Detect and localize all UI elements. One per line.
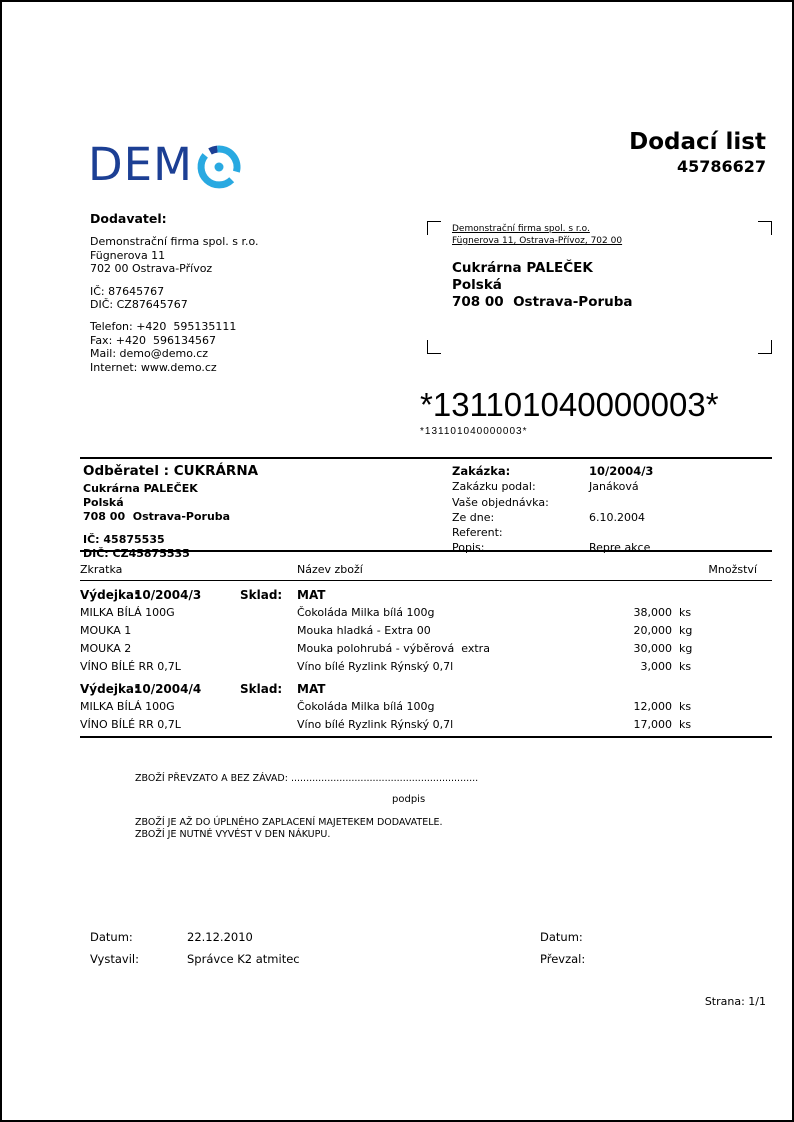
- order-row: [452, 495, 653, 510]
- item-name: Čokoláda Milka bílá 100g: [297, 700, 435, 713]
- recipient-street: Polská: [452, 277, 502, 293]
- receipt-confirmation-line: [135, 773, 478, 785]
- recipient-address: [452, 260, 772, 311]
- item-unit: kg: [679, 642, 693, 655]
- recipient-city: 708 00 Ostrava-Poruba: [452, 294, 633, 310]
- order-value: Repre akce: [589, 541, 651, 555]
- item-unit: ks: [679, 606, 692, 619]
- warehouse-value: MAT: [297, 588, 326, 602]
- item-qty: 12,000: [633, 700, 672, 713]
- customer-block: [83, 463, 258, 561]
- receipt-label: ZBOŽÍ PŘEVZATO A BEZ ZÁVAD:: [135, 773, 291, 784]
- footer-value: 22.12.2010: [187, 930, 253, 944]
- item-qty: 17,000: [633, 718, 672, 731]
- logo-text: DEM: [88, 138, 193, 191]
- order-info-block: [452, 464, 653, 556]
- order-value: 6.10.2004: [589, 510, 645, 524]
- item-qty: 38,000: [633, 606, 672, 619]
- item-unit: kg: [679, 624, 693, 637]
- customer-name: Cukrárna PALEČEK: [83, 482, 198, 495]
- header-qty: Množství: [708, 563, 757, 576]
- footer-row: [90, 953, 300, 966]
- item-qty: 20,000: [633, 624, 672, 637]
- order-label: Popis:: [452, 541, 485, 555]
- warehouse-label: Sklad:: [240, 588, 283, 602]
- footer-label: Vystavil:: [90, 952, 139, 966]
- item-name: Mouka polohrubá - výběrová extra: [297, 642, 490, 655]
- order-row: [452, 510, 653, 525]
- supplier-street: Fügnerova 11: [90, 248, 166, 262]
- footer-label: Datum:: [90, 930, 133, 944]
- footer-label: Převzal:: [540, 952, 586, 966]
- signature-block: [135, 773, 478, 841]
- sender-line-1: Demonstrační firma spol. s r.o.: [452, 224, 590, 234]
- item-name: Víno bílé Ryzlink Rýnský 0,7l: [297, 660, 454, 673]
- barcode-text-large: *131101040000003*: [420, 386, 719, 423]
- customer-street: Polská: [83, 496, 124, 509]
- supplier-heading: Dodavatel:: [90, 211, 167, 226]
- order-label: Referent:: [452, 526, 503, 540]
- item-name: Čokoláda Milka bílá 100g: [297, 606, 435, 619]
- window-corner-top-right: [758, 221, 772, 235]
- supplier-dic: DIČ: CZ87645767: [90, 298, 188, 312]
- address-window: [427, 221, 772, 354]
- barcode-text-small: *131101040000003*: [420, 426, 528, 437]
- footer-value: Správce K2 atmitec: [187, 952, 300, 966]
- group-label: Výdejka:: [80, 588, 139, 602]
- table-row: [80, 717, 772, 733]
- window-corner-bottom-right: [758, 340, 772, 354]
- order-value: Janáková: [589, 480, 639, 494]
- group-row: [80, 675, 772, 697]
- footer-row: [540, 953, 637, 966]
- order-label: Zakázku podal:: [452, 480, 536, 494]
- table-row: [80, 659, 772, 675]
- item-unit: ks: [679, 660, 692, 673]
- footer-label: Datum:: [540, 930, 583, 944]
- item-name: Mouka hladká - Extra 00: [297, 624, 431, 637]
- customer-dic: DIČ: CZ45875535: [83, 546, 190, 560]
- item-unit: ks: [679, 718, 692, 731]
- page-title: Dodací list: [629, 129, 766, 155]
- page-number: Strana: 1/1: [704, 995, 766, 1008]
- order-label: Ze dne:: [452, 510, 495, 524]
- document-number: 45786627: [676, 157, 766, 176]
- item-code: VÍNO BÍLÉ RR 0,7L: [80, 718, 181, 731]
- order-label: Zakázka:: [452, 464, 511, 478]
- order-row: [452, 540, 653, 555]
- item-code: MOUKA 2: [80, 642, 132, 655]
- footer-row: [540, 931, 637, 944]
- table-row: [80, 699, 772, 715]
- item-code: MILKA BÍLÁ 100G: [80, 700, 175, 713]
- warehouse-label: Sklad:: [240, 682, 283, 696]
- footer-issuer-block: [90, 931, 300, 975]
- group-label: Výdejka:: [80, 682, 139, 696]
- item-qty: 3,000: [640, 660, 672, 673]
- recipient-name: Cukrárna PALEČEK: [452, 260, 593, 276]
- header-code: Zkratka: [80, 563, 123, 576]
- item-code: VÍNO BÍLÉ RR 0,7L: [80, 660, 181, 673]
- order-row: [452, 479, 653, 494]
- barcode-block: [420, 386, 719, 437]
- group-number: 10/2004/4: [134, 682, 202, 696]
- order-value: 10/2004/3: [589, 464, 654, 478]
- customer-city: 708 00 Ostrava-Poruba: [83, 510, 231, 523]
- group-row: [80, 581, 772, 603]
- item-code: MOUKA 1: [80, 624, 132, 637]
- supplier-city: 702 00 Ostrava-Přívoz: [90, 262, 213, 276]
- customer-order-section: [80, 457, 772, 560]
- items-table-header: [80, 558, 772, 581]
- order-row: [452, 525, 653, 540]
- supplier-mail: Mail: demo@demo.cz: [90, 347, 209, 361]
- footer-receiver-block: [540, 931, 637, 975]
- table-row: [80, 605, 772, 621]
- item-name: Víno bílé Ryzlink Rýnský 0,7l: [297, 718, 454, 731]
- demo-orbit-icon: [196, 144, 242, 194]
- supplier-block: [90, 212, 259, 374]
- customer-ic: IČ: 45875535: [83, 533, 165, 546]
- supplier-internet: Internet: www.demo.cz: [90, 360, 217, 374]
- signature-dotted-line: ..............................................................: [290, 773, 479, 784]
- document-header: [629, 129, 766, 177]
- legal-note-1: ZBOŽÍ JE AŽ DO ÚPLNÉHO ZAPLACENÍ MAJETEKEM DODAVATELE.: [135, 817, 443, 828]
- item-unit: ks: [679, 700, 692, 713]
- table-row: [80, 623, 772, 639]
- header-name: Název zboží: [297, 563, 363, 576]
- customer-heading: Odběratel : CUKRÁRNA: [83, 463, 259, 479]
- legal-note-2: ZBOŽÍ JE NUTNÉ VYVÉST V DEN NÁKUPU.: [135, 829, 331, 840]
- sender-return-address: [452, 223, 772, 247]
- item-qty: 30,000: [633, 642, 672, 655]
- window-corner-bottom-left: [427, 340, 441, 354]
- supplier-fax: Fax: +420 596134567: [90, 333, 216, 347]
- items-table: [80, 558, 772, 738]
- supplier-name: Demonstrační firma spol. s r.o.: [90, 235, 259, 249]
- table-row: [80, 641, 772, 657]
- sender-line-2: Fügnerova 11, Ostrava-Přívoz, 702 00: [452, 236, 623, 246]
- item-code: MILKA BÍLÁ 100G: [80, 606, 175, 619]
- supplier-ic: IČ: 87645767: [90, 284, 165, 298]
- signature-caption: podpis: [392, 794, 426, 805]
- order-label: Vaše objednávka:: [452, 495, 549, 509]
- company-logo: [88, 140, 242, 194]
- warehouse-value: MAT: [297, 682, 326, 696]
- group-number: 10/2004/3: [134, 588, 202, 602]
- window-corner-top-left: [427, 221, 441, 235]
- supplier-phone: Telefon: +420 595135111: [90, 320, 237, 334]
- order-row: [452, 464, 653, 479]
- footer-row: [90, 931, 300, 944]
